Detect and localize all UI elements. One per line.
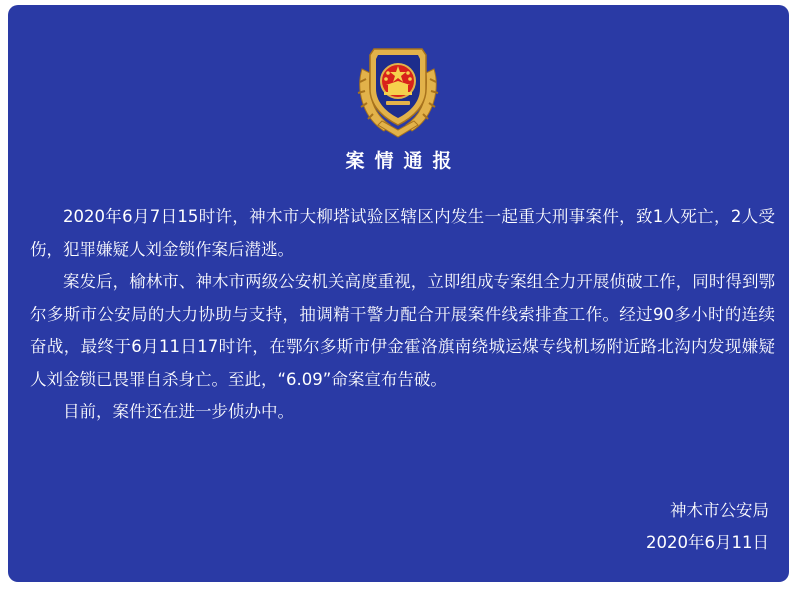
paragraph-status: 目前，案件还在进一步侦办中。 bbox=[63, 402, 294, 421]
issuer-name: 神木市公安局 bbox=[670, 501, 769, 520]
issue-date: 2020年6月11日 bbox=[646, 533, 769, 552]
paragraph-incident: 2020年6月7日15时许，神木市大柳塔试验区辖区内发生一起重大刑事案件，致1人死亡，2人受伤，犯罪嫌疑人刘金锁作案后潜逃。 bbox=[30, 207, 775, 259]
notice-body bbox=[30, 201, 775, 429]
notice-card bbox=[8, 5, 789, 582]
notice-title: 案情通报 bbox=[345, 150, 462, 172]
signature-block bbox=[646, 495, 769, 559]
paragraph-investigation: 案发后，榆林市、神木市两级公安机关高度重视，立即组成专案组全力开展侦破工作，同时得到鄂尔多斯市公安局的大力协助与支持，抽调精干警力配合开展案件线索排查工作。经过90多小时的连续奋战，最终于6月11日17时许，在鄂尔多斯市伊金霍洛旗南绕城运煤专线机场附近路北沟内发现嫌疑人刘金锁已畏罪自杀身亡。至此，“6.09”命案宣布告破。 bbox=[30, 272, 775, 389]
police-emblem-icon bbox=[352, 39, 444, 139]
